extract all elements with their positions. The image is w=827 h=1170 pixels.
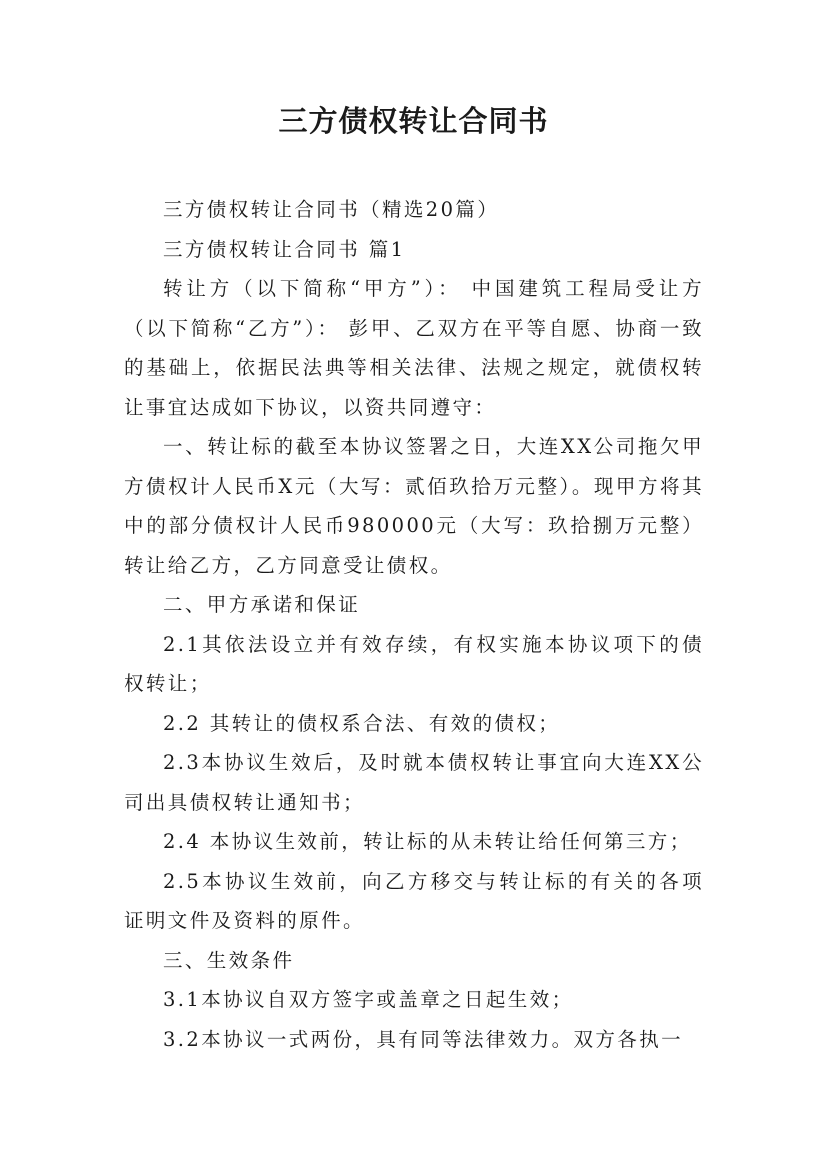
paragraph-clause-2-5: 2.5本协议生效前，向乙方移交与转让标的有关的各项证明文件及资料的原件。 bbox=[124, 869, 704, 932]
paragraph-subtitle: 三方债权转让合同书（精选20篇） bbox=[163, 198, 500, 221]
document-title: 三方债权转让合同书 bbox=[278, 104, 549, 138]
paragraph-clause-1: 一、转让标的截至本协议签署之日，大连XX公司拖欠甲方债权计人民币X元（大写：贰佰玖拾万元整）。现甲方将其中的部分债权计人民币980000元（大写：玖拾捌万元整）转让给乙方，乙方同意受让债权。 bbox=[124, 435, 704, 577]
paragraph-clause-3-2: 3.2本协议一式两份，具有同等法律效力。双方各执一 bbox=[163, 1027, 684, 1051]
paragraph-parties: 转让方（以下简称“甲方”）： 中国建筑工程局受让方（以下简称“乙方”）： 彭甲、乙双方在平等自愿、协商一致的基础上，依据民法典等相关法律、法规之规定，就债权转让事宜达成如下协议，以资共同遵守： bbox=[124, 277, 704, 419]
paragraph-section-heading: 三方债权转让合同书 篇1 bbox=[163, 237, 406, 261]
paragraph-clause-3-heading: 三、生效条件 bbox=[163, 948, 295, 972]
paragraph-clause-2-2: 2.2 其转让的债权系合法、有效的债权； bbox=[163, 711, 561, 735]
paragraph-clause-3-1: 3.1本协议自双方签字或盖章之日起生效； bbox=[163, 988, 574, 1011]
document-body bbox=[124, 190, 704, 1059]
paragraph-clause-2-heading: 二、甲方承诺和保证 bbox=[163, 593, 361, 616]
paragraph-clause-2-3: 2.3本协议生效后，及时就本债权转让事宜向大连XX公司出具债权转让通知书； bbox=[124, 751, 704, 814]
paragraph-clause-2-1: 2.1其依法设立并有效存续，有权实施本协议项下的债权转让； bbox=[124, 632, 704, 695]
paragraph-clause-2-4: 2.4 本协议生效前，转让标的从未转让给任何第三方； bbox=[163, 830, 692, 853]
